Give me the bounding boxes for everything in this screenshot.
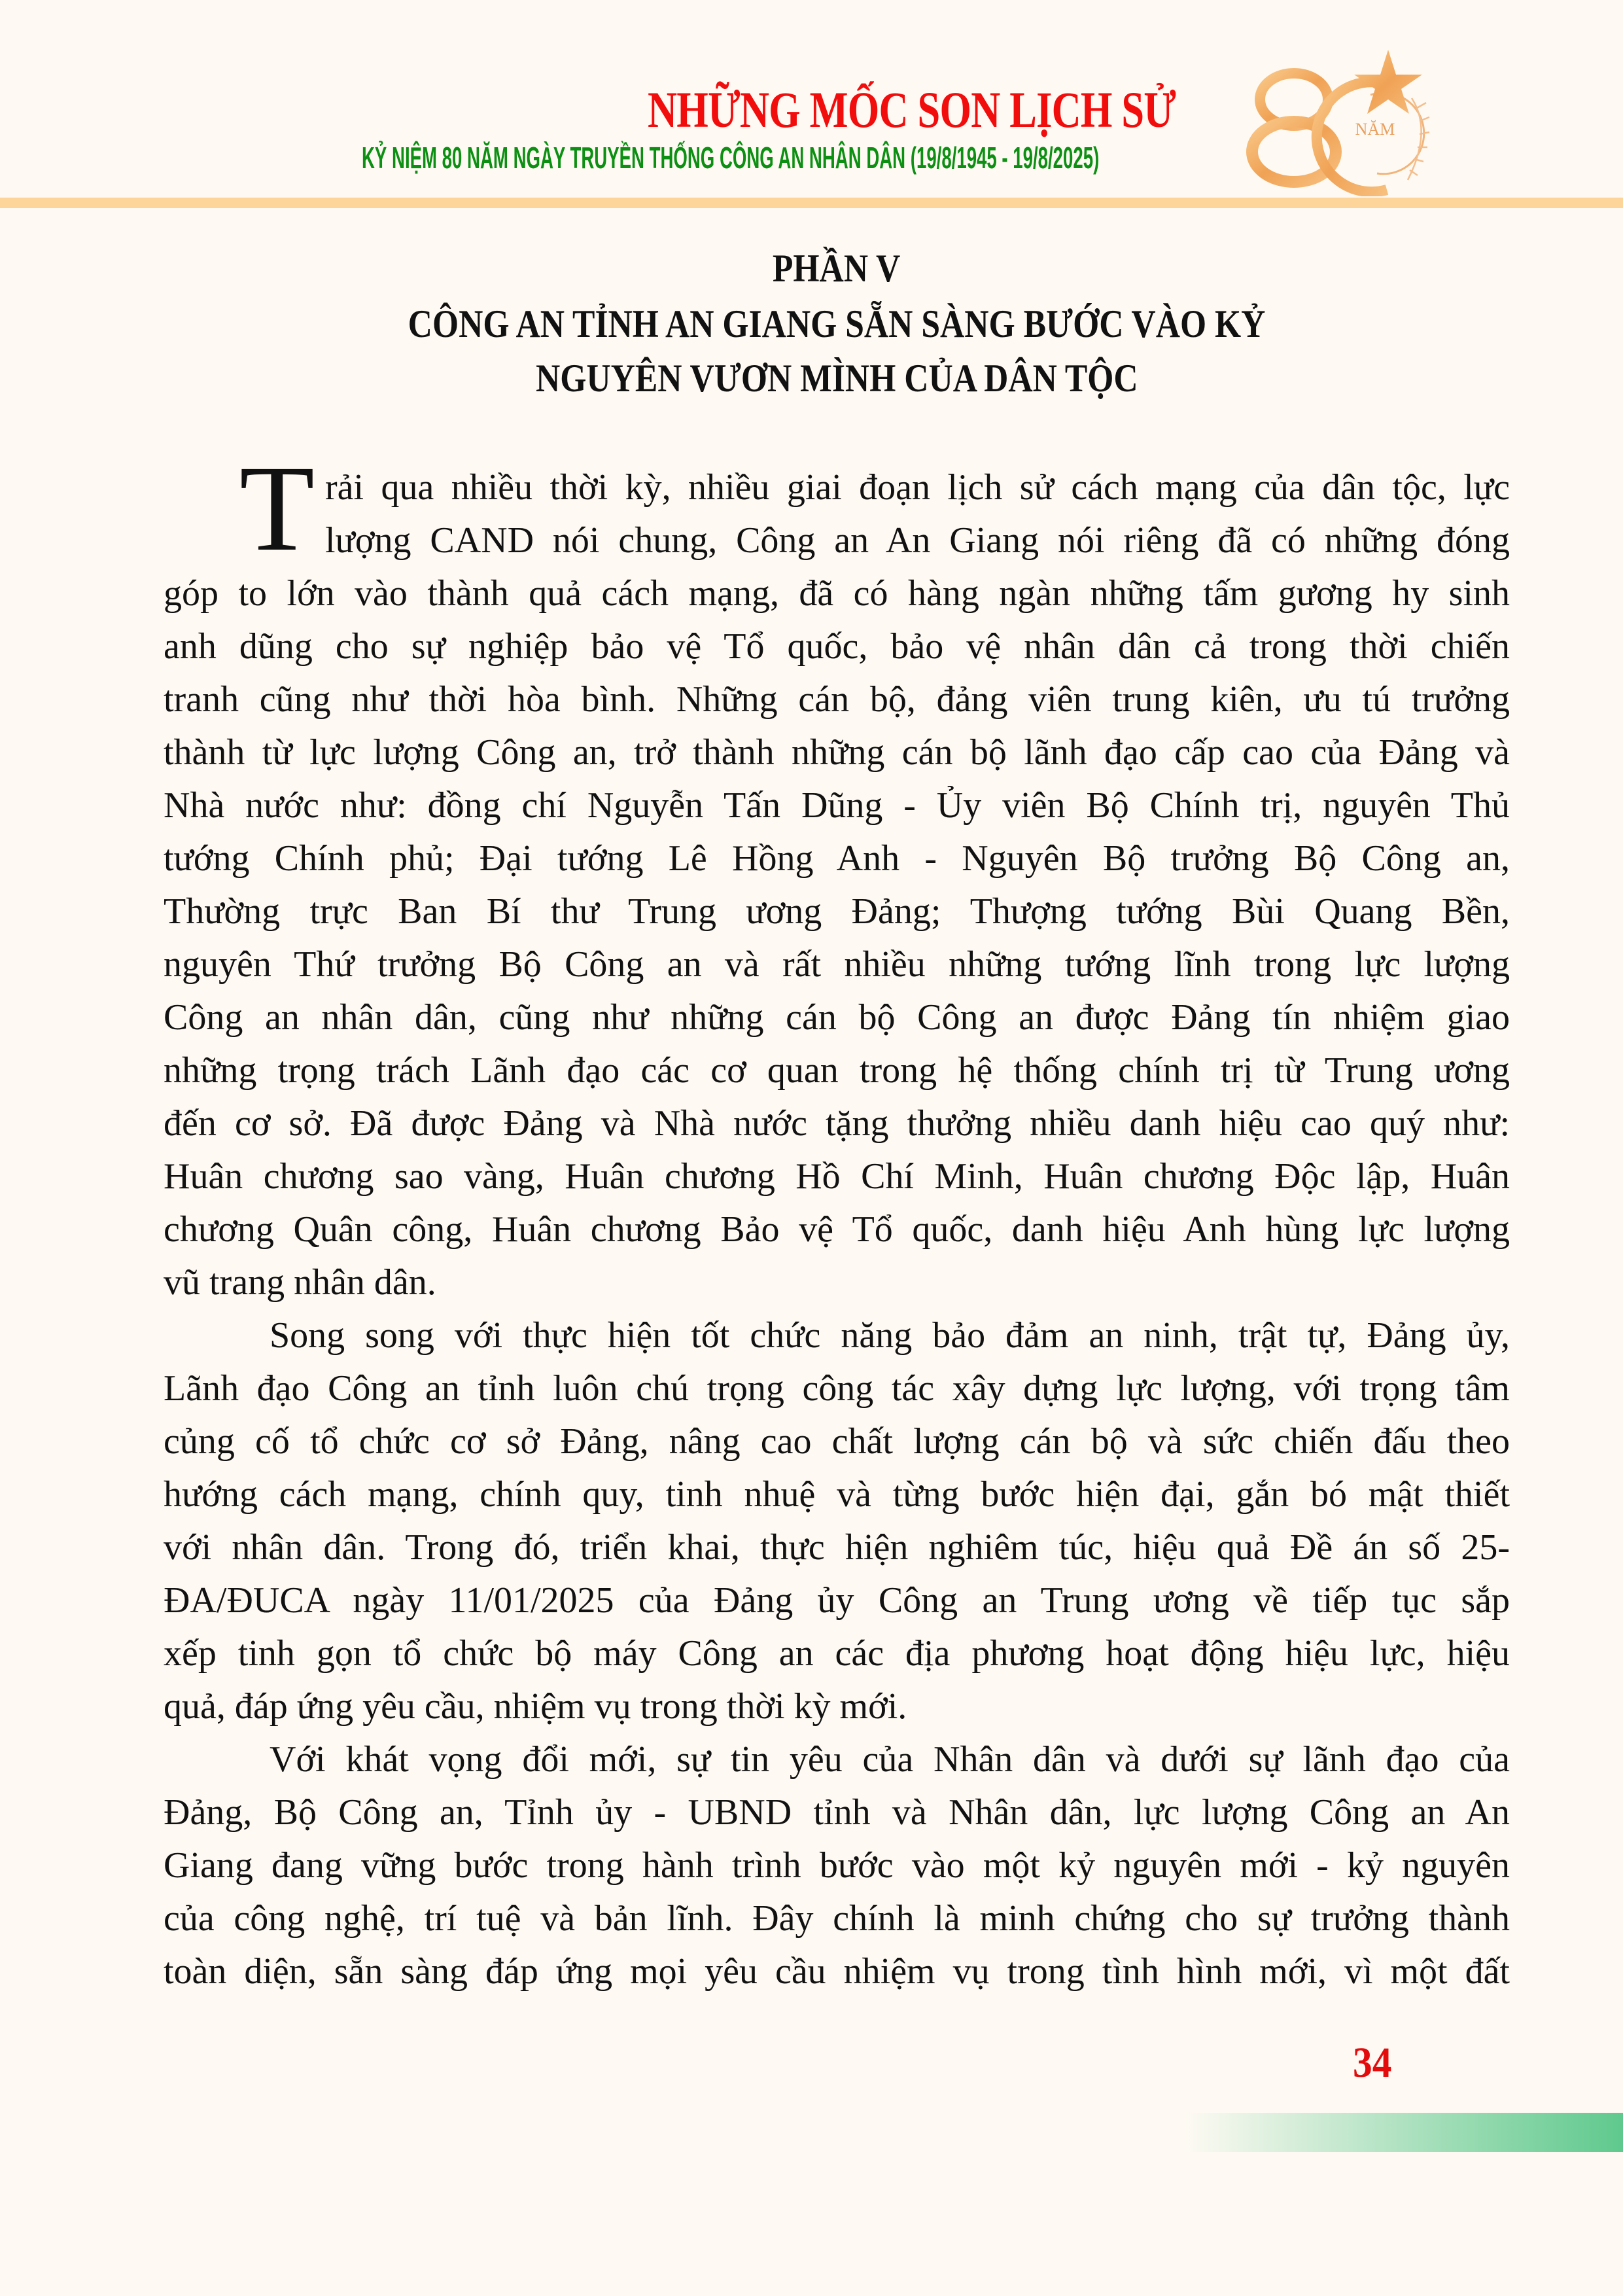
section-title-line-2 — [164, 352, 1510, 404]
body-line: lượng CAND nói chung, Công an An Giang nói riêng đã có những đóng — [325, 520, 1510, 561]
logo-wheat-icon — [1408, 98, 1429, 180]
drop-cap: T — [239, 440, 315, 576]
body-line: tranh cũng như thời hòa bình. Những cán bộ, đảng viên trung kiên, ưu tú trưởng — [164, 679, 1510, 720]
body-line: chương Quân công, Huân chương Bảo vệ Tổ quốc, danh hiệu Anh hùng lực lượng — [164, 1209, 1510, 1250]
body-line: Huân chương sao vàng, Huân chương Hồ Chí Minh, Huân chương Độc lập, Huân — [164, 1156, 1510, 1197]
header-divider-band — [0, 198, 1623, 208]
body-line: củng cố tổ chức cơ sở Đảng, nâng cao chất lượng cán bộ và sức chiến đấu theo — [164, 1421, 1510, 1462]
body-line: toàn diện, sẵn sàng đáp ứng mọi yêu cầu nhiệm vụ trong tình hình mới, vì một đất — [164, 1951, 1510, 1992]
body-line: Lãnh đạo Công an tỉnh luôn chú trọng công tác xây dựng lực lượng, với trọng tâm — [164, 1368, 1510, 1409]
footer-gradient-bar — [1184, 2113, 1623, 2152]
body-line: của công nghệ, trí tuệ và bản lĩnh. Đây chính là minh chứng cho sự trưởng thành — [164, 1898, 1510, 1939]
body-line: xếp tinh gọn tổ chức bộ máy Công an các địa phương hoạt động hiệu lực, hiệu — [164, 1633, 1510, 1674]
body-line: đến cơ sở. Đã được Đảng và Nhà nước tặng thưởng nhiều danh hiệu cao quý như: — [164, 1103, 1510, 1144]
body-line: với nhân dân. Trong đó, triển khai, thực hiện nghiêm túc, hiệu quả Đề án số 25- — [164, 1527, 1510, 1568]
body-line: ĐA/ĐUCA ngày 11/01/2025 của Đảng ủy Công an Trung ương về tiếp tục sắp — [164, 1580, 1510, 1621]
body-line: vũ trang nhân dân. — [164, 1262, 436, 1303]
section-title-text-2: NGUYÊN VƯƠN MÌNH CỦA DÂN TỘC — [535, 357, 1138, 400]
body-line: Nhà nước như: đồng chí Nguyễn Tấn Dũng - Ủy viên Bộ Chính trị, nguyên Thủ — [164, 785, 1510, 826]
body-line: góp to lớn vào thành quả cách mạng, đã có hàng ngàn những tấm gương hy sinh — [164, 573, 1510, 614]
section-title-line-1 — [164, 298, 1510, 350]
anniversary-80-logo — [1236, 46, 1439, 196]
section-title-text-1: CÔNG AN TỈNH AN GIANG SẴN SÀNG BƯỚC VÀO KỶ — [408, 302, 1266, 345]
body-line: Thường trực Ban Bí thư Trung ương Đảng; Thượng tướng Bùi Quang Bền, — [164, 891, 1510, 932]
body-line: những trọng trách Lãnh đạo các cơ quan trong hệ thống chính trị từ Trung ương — [164, 1050, 1510, 1091]
page-number: 34 — [1353, 2039, 1392, 2087]
section-part-text: PHẦN V — [773, 247, 901, 290]
body-line: anh dũng cho sự nghiệp bảo vệ Tổ quốc, bảo vệ nhân dân cả trong thời chiến — [164, 626, 1510, 667]
body-line: Giang đang vững bước trong hành trình bước vào một kỷ nguyên mới - kỷ nguyên — [164, 1845, 1510, 1886]
logo-nam-text: NĂM — [1355, 120, 1395, 139]
body-line: Công an nhân dân, cũng như những cán bộ Công an được Đảng tín nhiệm giao — [164, 997, 1510, 1038]
body-line: nguyên Thứ trưởng Bộ Công an và rất nhiều những tướng lĩnh trong lực lượng — [164, 944, 1510, 985]
body-line: hướng cách mạng, chính quy, tinh nhuệ và từng bước hiện đại, gắn bó mật thiết — [164, 1474, 1510, 1515]
body-line: Song song với thực hiện tốt chức năng bảo đảm an ninh, trật tự, Đảng ủy, — [270, 1315, 1510, 1356]
section-part-label — [164, 242, 1510, 294]
body-line: tướng Chính phủ; Đại tướng Lê Hồng Anh - Nguyên Bộ trưởng Bộ Công an, — [164, 838, 1510, 879]
body-line: Với khát vọng đổi mới, sự tin yêu của Nhân dân và dưới sự lãnh đạo của — [270, 1739, 1510, 1780]
body-line: Đảng, Bộ Công an, Tỉnh ủy - UBND tỉnh và Nhân dân, lực lượng Công an An — [164, 1792, 1510, 1833]
body-line: quả, đáp ứng yêu cầu, nhiệm vụ trong thời kỳ mới. — [164, 1686, 907, 1727]
running-header-subtitle: KỶ NIỆM 80 NĂM NGÀY TRUYỀN THỐNG CÔNG AN NHÂN DÂN (19/8/1945 - 19/8/2025) — [362, 141, 1100, 175]
running-header-title: NHỮNG MỐC SON LỊCH SỬ — [648, 81, 1176, 138]
body-line: thành từ lực lượng Công an, trở thành những cán bộ lãnh đạo cấp cao của Đảng và — [164, 732, 1510, 773]
body-line: rải qua nhiều thời kỳ, nhiều giai đoạn lịch sử cách mạng của dân tộc, lực — [325, 467, 1510, 508]
